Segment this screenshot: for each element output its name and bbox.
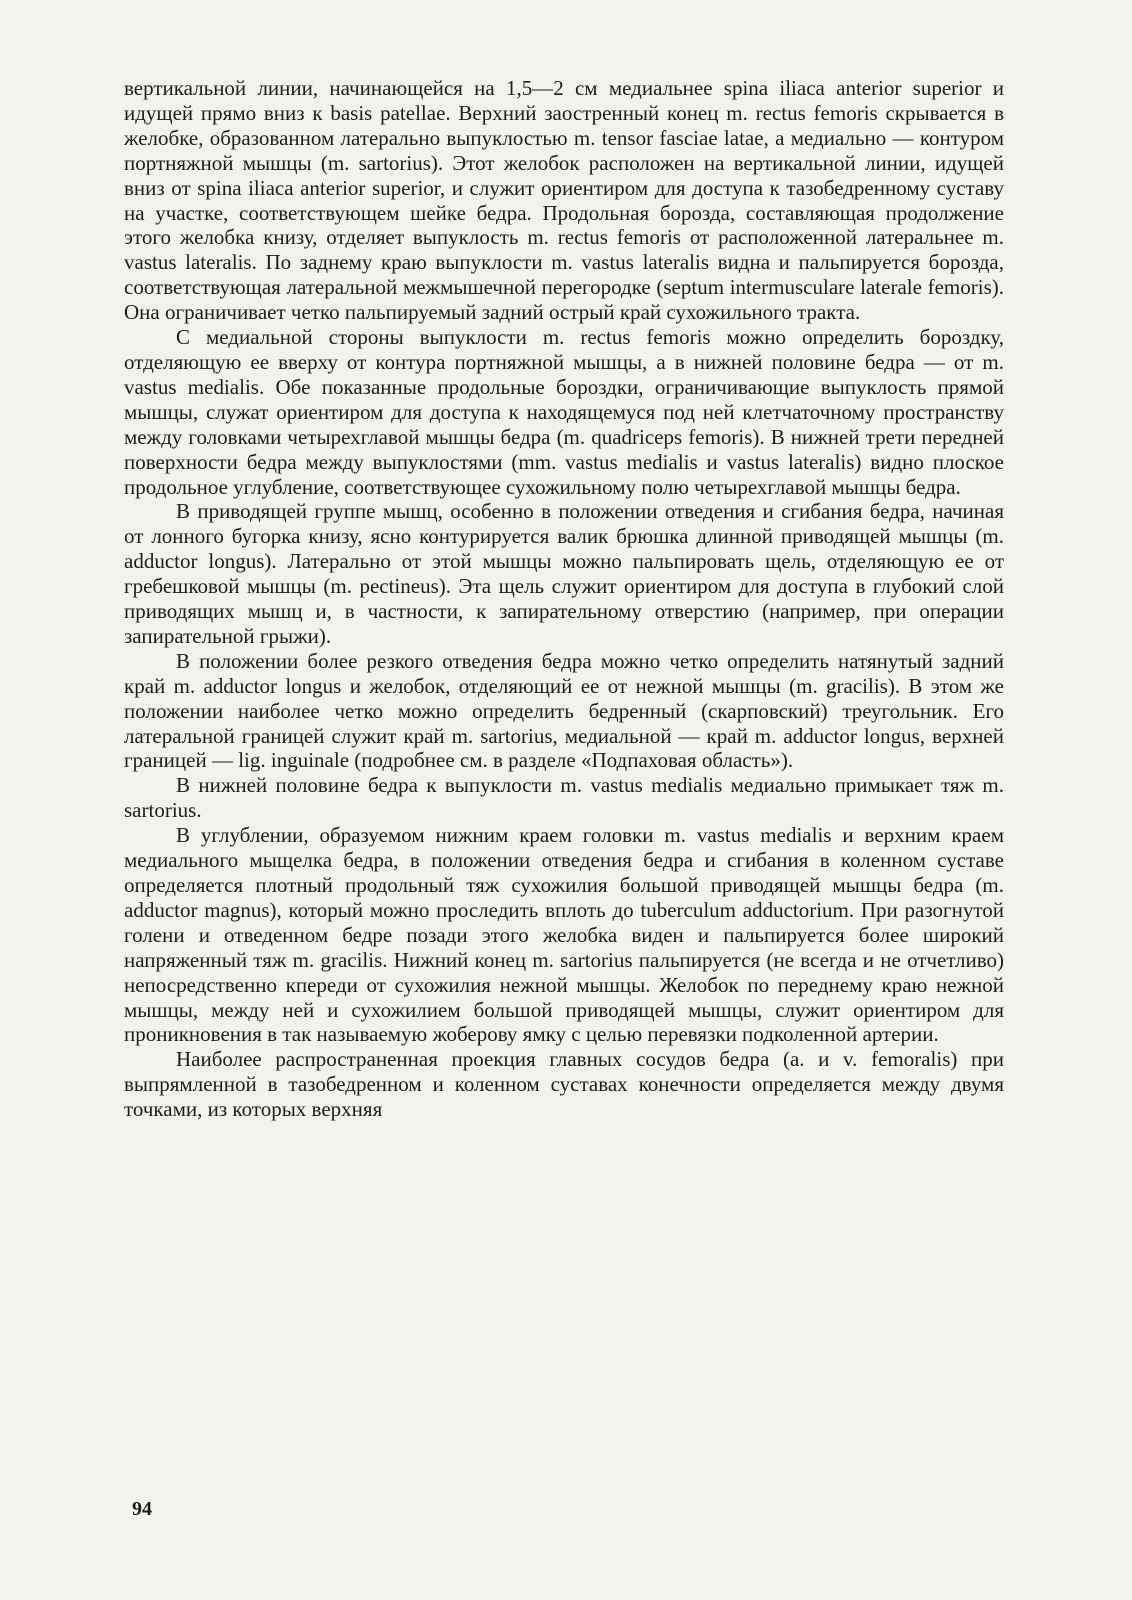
paragraph-6: В углублении, образуемом нижним краем головки m. vastus medialis и верхним краем медиального мыщелка бедра, в положении отведения бедра и сгибания в коленном суставе определяется плотный продольный тяж сухожилия большой приводящей мышцы бедра (m. adductor magnus), который можно проследить вплоть до tuberculum adductorium. При разогнутой голени и отведенном бедре позади этого желобка виден и пальпируется более широкий напряженный тяж m. gracilis. Нижний конец m. sartorius пальпируется (не всегда и не отчетливо) непосредственно кпереди от сухожилия нежной мышцы. Желобок по переднему краю нежной мышцы, между ней и сухожилием большой приводящей мышцы, служит ориентиром для проникновения в так называемую жоберову ямку с целью перевязки подколенной артерии. — [124, 823, 1004, 1047]
paragraph-4: В положении более резкого отведения бедра можно четко определить натянутый задний край m. adductor longus и желобок, отделяющий ее от нежной мышцы (m. gracilis). В этом же положении наиболее четко можно определить бедренный (скарповский) треугольник. Его латеральной границей служит край m. sartorius, медиальной — край m. adductor longus, верхней границей — lig. inguinale (подробнее см. в разделе «Подпаховая область»). — [124, 648, 1004, 773]
paragraph-5: В нижней половине бедра к выпуклости m. vastus medialis медиально примыкает тяж m. sartorius. — [124, 773, 1004, 823]
paragraph-2: С медиальной стороны выпуклости m. rectus femoris можно определить бороздку, отделяющую ее вверху от контура портняжной мышцы, а в нижней половине бедра — от m. vastus medialis. Обе показанные продольные бороздки, ограничивающие выпуклость прямой мышцы, служат ориентиром для доступа к находящемуся под ней клетчаточному пространству между головками четырехглавой мышцы бедра (m. quadriceps femoris). В нижней трети передней поверхности бедра между выпуклостями (mm. vastus medialis и vastus lateralis) видно плоское продольное углубление, соответствующее сухожильному полю четырехглавой мышцы бедра. — [124, 325, 1004, 499]
page-number: 94 — [132, 1498, 152, 1520]
paragraph-3: В приводящей группе мышц, особенно в положении отведения и сгибания бедра, начиная от лонного бугорка книзу, ясно контурируется валик брюшка длинной приводящей мышцы (m. adductor longus). Латерально от этой мышцы можно пальпировать щель, отделяющую ее от гребешковой мышцы (m. pectineus). Эта щель служит ориентиром для доступа в глубокий слой приводящих мышц и, в частности, к запирательному отверстию (например, при операции запирательной грыжи). — [124, 499, 1004, 648]
paragraph-1: вертикальной линии, начинающейся на 1,5—2 см медиальнее spina iliaca anterior superior и идущей прямо вниз к basis patellae. Верхний заостренный конец m. rectus femoris скрывается в желобке, образованном латерально выпуклостью m. tensor fasciae latae, а медиально — контуром портняжной мышцы (m. sartorius). Этот желобок расположен на вертикальной линии, идущей вниз от spina iliaca anterior superior, и служит ориентиром для доступа к тазобедренному суставу на участке, соответствующем шейке бедра. Продольная борозда, составляющая продолжение этого желобка книзу, отделяет выпуклость m. rectus femoris от расположенной латеральнее m. vastus lateralis. По заднему краю выпуклости m. vastus lateralis видна и пальпируется борозда, соответствующая латеральной межмышечной перегородке (septum intermusculare laterale femoris). Она ограничивает четко пальпируемый задний острый край сухожильного тракта. — [124, 76, 1004, 325]
page-body — [124, 76, 1004, 1122]
paragraph-7: Наиболее распространенная проекция главных сосудов бедра (a. и v. femoralis) при выпрямленной в тазобедренном и коленном суставах конечности определяется между двумя точками, из которых верхняя — [124, 1047, 1004, 1122]
